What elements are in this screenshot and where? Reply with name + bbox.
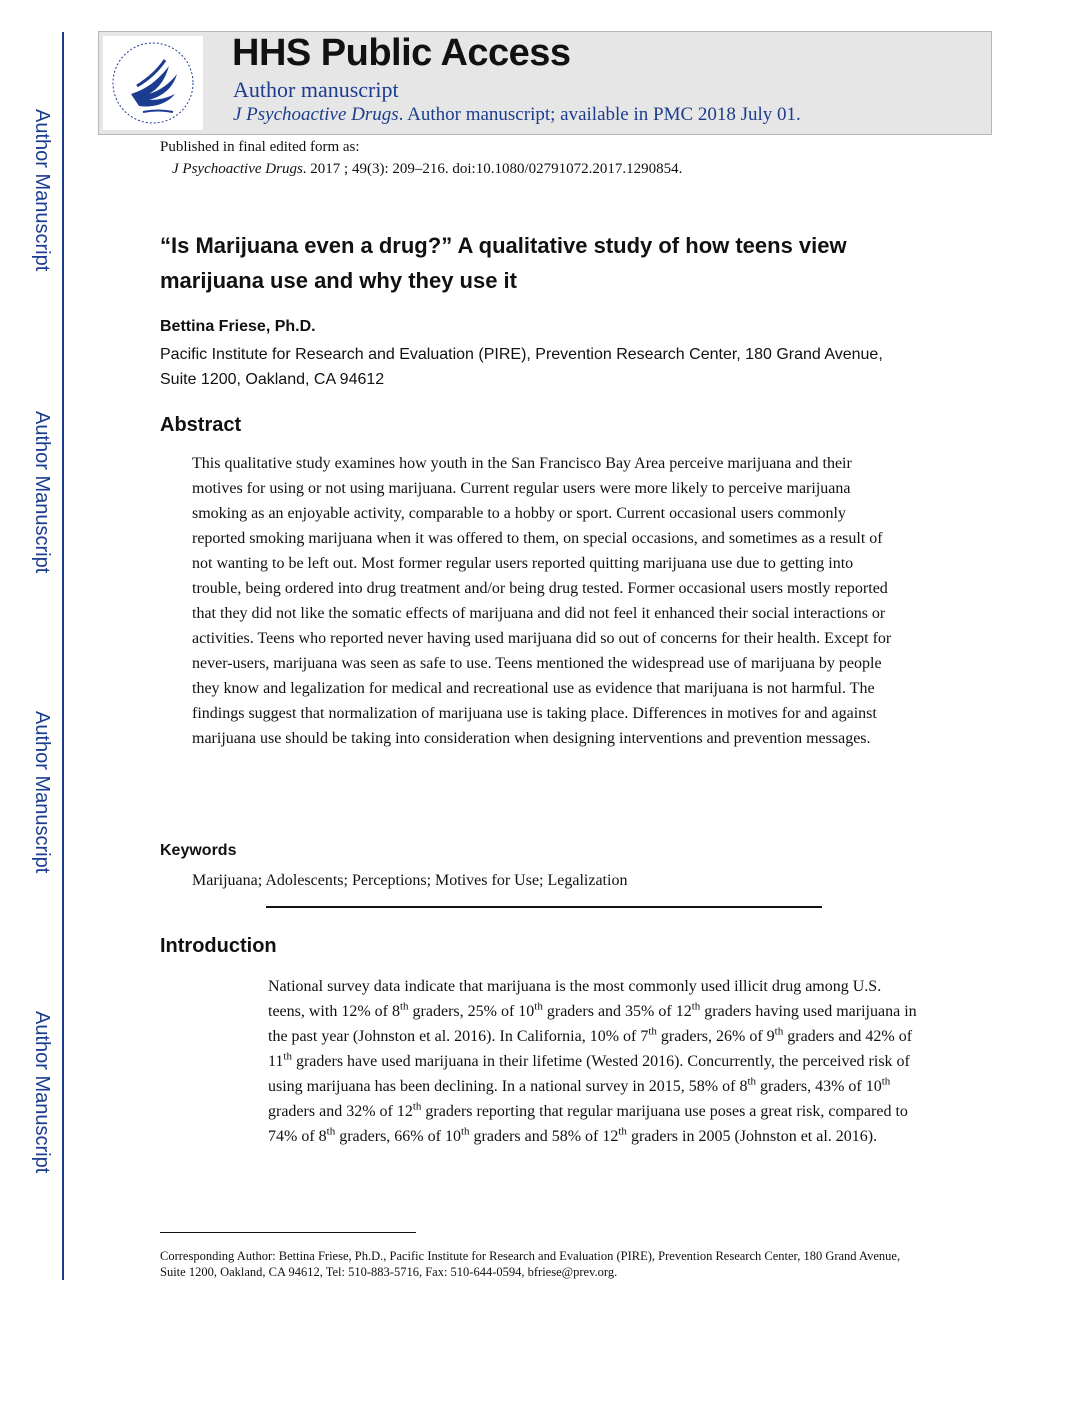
introduction-paragraph: National survey data indicate that marijuana is the most commonly used illicit drug among U.S. teens, with 12% of 8th graders, 25% of 10th graders and 35% of 12th graders having used marijuana in the past year (Johnston et al. 2016). In California, 10% of 7th graders, 26% of 9th graders and 42% of 11th graders have used marijuana in their lifetime (Wested 2016). Concurrently, the perceived risk of using marijuana has been declining. In a national survey in 2015, 58% of 8th graders, 43% of 10th graders and 32% of 12th graders reporting that regular marijuana use poses a great risk, compared to 74% of 8th graders, 66% of 10th graders and 58% of 12th graders in 2005 (Johnston et al. 2016). [268,978,917,1145]
keywords-text: Marijuana; Adolescents; Perceptions; Motives for Use; Legalization [192,872,628,889]
header-subtitle: Author manuscript [233,77,399,102]
hhs-logo [103,36,203,130]
journal-name: J Psychoactive Drugs [172,161,303,177]
abstract-text: This qualitative study examines how youth in the San Francisco Bay Area perceive marijuana and their motives for using or not using marijuana. Current regular users were more likely to perceive marijuana smoking as an enjoyable activity, comparable to a hobby or sport. Current occasional users commonly reported smoking marijuana when it was offered to them, on special occasions, and sometimes as a result of not wanting to be left out. Most former regular users reported quitting marijuana use due to getting into trouble, being ordered into drug treatment and/or being drug tested. Former occasional users mostly reported that they did not like the somatic effects of marijuana and did not feel it enhanced their social interactions or activities. Teens who reported never having used marijuana did so out of concerns for their health. Except for never-users, marijuana was seen as safe to use. Teens mentioned the widespread use of marijuana by people they know and legalization for medical and recreational use as evidence that marijuana is not harmful. The findings suggest that normalization of marijuana use is taking place. Differences in motives for and against marijuana use should be taking into consideration when designing interventions and prevention messages. [192,455,892,747]
author-affiliation: Pacific Institute for Research and Evaluation (PIRE), Prevention Research Center, 180 Grand Avenue, Suite 1200, Oakland, CA 94612 [160,346,883,388]
section-divider [266,906,822,908]
side-label: Author Manuscript [31,108,53,272]
header-citation [233,104,801,126]
author-name: Bettina Friese, Ph.D. [160,318,316,335]
introduction-heading: Introduction [160,935,277,957]
published-label: Published in final edited form as: [160,139,360,155]
abstract-heading: Abstract [160,414,242,436]
side-label: Author Manuscript [31,710,53,874]
corresponding-author-footnote: Corresponding Author: Bettina Friese, Ph.D., Pacific Institute for Research and Evaluation (PIRE), Prevention Research Center, 180 Grand Avenue, Suite 1200, Oakland, CA 94612, Tel: 510-883-5716, Fax: 510-644-0594, bfriese@prev.org. [160,1249,901,1279]
margin-rule [62,32,64,1280]
journal-name: J Psychoactive Drugs [233,104,399,125]
keywords-heading: Keywords [160,842,237,859]
footnote-rule [160,1232,416,1233]
hhs-header [98,31,992,135]
published-citation [172,161,682,178]
citation-text: . 2017 ; 49(3): 209–216. doi:10.1080/02791072.2017.1290854. [302,161,683,177]
hhs-eagle-icon [103,36,203,130]
article-title: “Is Marijuana even a drug?” A qualitative study of how teens view marijuana use and why they use it [160,233,847,293]
side-label: Author Manuscript [31,410,53,574]
header-title: HHS Public Access [232,32,571,74]
citation-text: . Author manuscript; available in PMC 2018 July 01. [398,104,801,125]
side-label: Author Manuscript [31,1010,53,1174]
